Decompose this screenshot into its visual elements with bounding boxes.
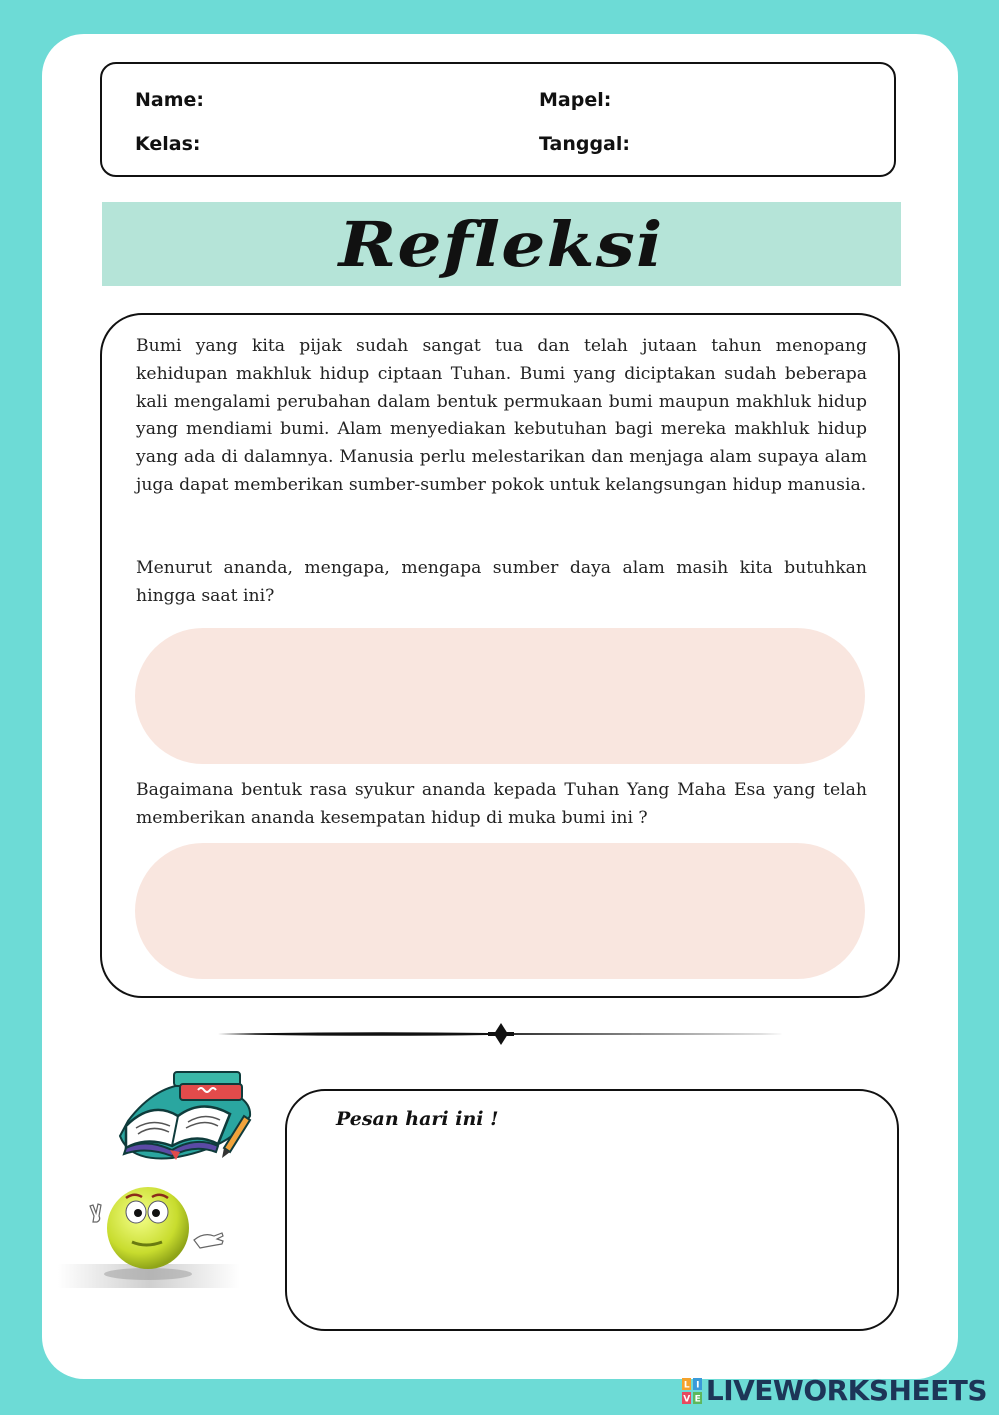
- svg-text:L: L: [683, 1380, 689, 1390]
- page-title: Refleksi: [339, 207, 664, 281]
- kelas-label: Kelas:: [135, 133, 201, 155]
- svg-text:E: E: [694, 1394, 701, 1404]
- svg-text:V: V: [683, 1394, 690, 1404]
- mapel-label: Mapel:: [539, 89, 612, 111]
- liveworksheets-logo-icon: [682, 1378, 702, 1404]
- message-title: Pesan hari ini !: [336, 1108, 499, 1130]
- answer-field-1[interactable]: [135, 628, 865, 764]
- ornamental-divider: [218, 1021, 784, 1047]
- answer-field-2[interactable]: [135, 843, 865, 979]
- liveworksheets-brand: [682, 1374, 987, 1407]
- name-label: Name:: [135, 89, 205, 111]
- question-2: Bagaimana bentuk rasa syukur ananda kepada Tuhan Yang Maha Esa yang telah memberikan ananda kesempatan hidup di muka bumi ini ?: [136, 780, 867, 828]
- tanggal-label: Tanggal:: [539, 133, 630, 155]
- student-info-box: [100, 62, 896, 177]
- intro-paragraph: Bumi yang kita pijak sudah sangat tua dan telah jutaan tahun menopang kehidupan makhluk hidup ciptaan Tuhan. Bumi yang diciptakan sudah beberapa kali mengalami perubahan dalam bentuk permukaan bumi maupun makhluk hidup yang mendiami bumi. Alam menyediakan kebutuhan bagi mereka makhluk hidup yang ada di dalamnya. Manusia perlu melestarikan dan menjaga alam supaya alam juga dapat memberikan sumber-sumber pokok untuk kelangsungan hidup manusia.: [136, 336, 867, 495]
- question-1: Menurut ananda, mengapa, mengapa sumber daya alam masih kita butuhkan hingga saat ini?: [136, 558, 867, 606]
- brand-name: LIVEWORKSHEETS: [705, 1374, 987, 1407]
- svg-text:I: I: [695, 1380, 699, 1390]
- smiley-face-icon: [58, 1178, 240, 1290]
- books-illustration-icon: [112, 1066, 254, 1164]
- title-banner: [102, 202, 901, 286]
